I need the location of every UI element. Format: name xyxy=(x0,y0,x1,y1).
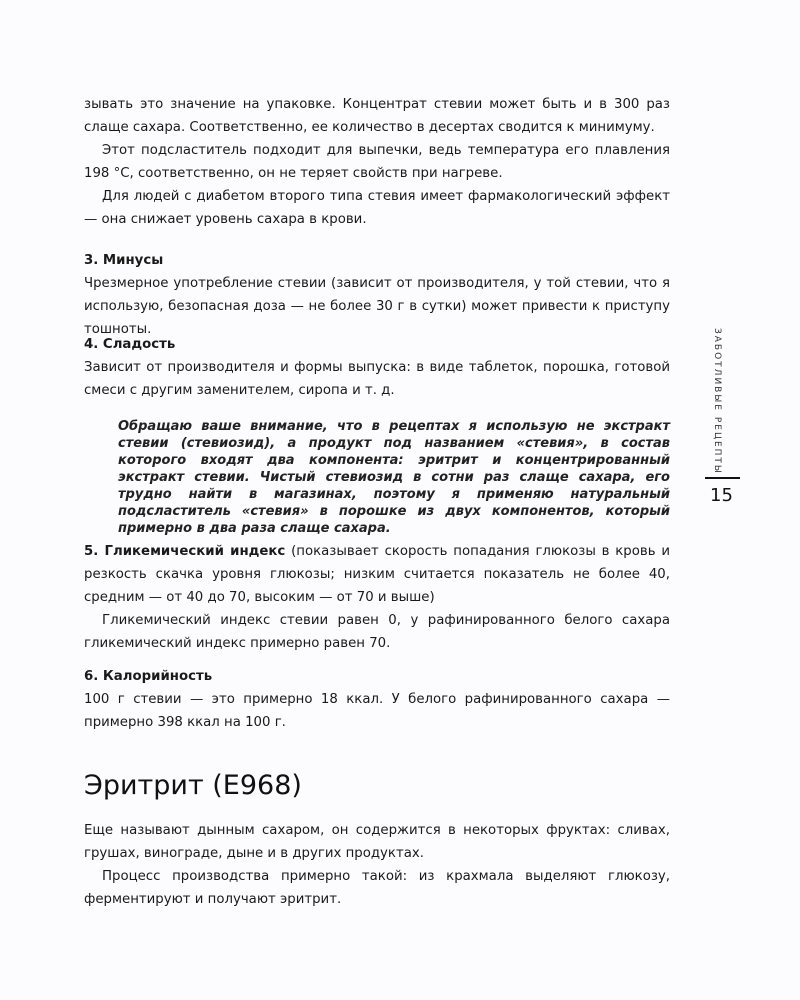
paragraph: Гликемический индекс стевии равен 0, у рафинированного белого сахара гликемический индекс примерно равен 70. xyxy=(84,613,670,651)
paragraph: Чрезмерное употребление стевии (зависит от производителя, у той стевии, что я использую, безопасная доза — не более 30 г в сутки) может привести к приступу тошноты. xyxy=(84,276,670,337)
callout-note: Обращаю ваше внимание, что в рецептах я использую не экстракт стевии (стевиозид), а продукт под названием «стевия», в состав которого входят два компонента: эритрит и концентрированный экстракт стевии. Чистый стевиозид в сотни раз слаще сахара, его трудно найти в магазинах, поэтому я применяю натуральный подсластитель «стевия» в порошке из двух компонентов, который примерно в два раза слаще сахара. xyxy=(118,419,670,536)
paragraph: Для людей с диабетом второго типа стевия имеет фармакологический эффект — она снижает уровень сахара в крови. xyxy=(84,189,670,227)
intro-section xyxy=(84,93,670,231)
heading-description: (показывает скорость попадания глюкозы в кровь и резкость скачка уровня глюкозы; низким считается показатель не более 40, средним — от 40 до 70, высоким — от 70 и выше) xyxy=(84,544,670,605)
glycemic-section xyxy=(84,540,670,655)
calories-section xyxy=(84,665,670,734)
sweetness-section xyxy=(84,333,670,402)
divider xyxy=(705,477,740,479)
section-heading: 5. Гликемический индекс xyxy=(84,544,286,559)
paragraph: Зависит от производителя и формы выпуска: в виде таблеток, порошка, готовой смеси с другим заменителем, сиропа и т. д. xyxy=(84,360,670,398)
paragraph: 100 г стевии — это примерно 18 ккал. У белого рафинированного сахара — примерно 398 ккал на 100 г. xyxy=(84,692,670,730)
paragraph: Еще называют дынным сахаром, он содержится в некоторых фруктах: сливах, грушах, винограде, дыне и в других продуктах. xyxy=(84,823,670,861)
paragraph: Процесс производства примерно такой: из крахмала выделяют глюкозу, ферментируют и получают эритрит. xyxy=(84,869,670,907)
chapter-title: Эритрит (E968) xyxy=(84,770,302,801)
page-number: 15 xyxy=(710,485,733,506)
minus-section xyxy=(84,249,670,341)
section-heading: 6. Калорийность xyxy=(84,669,213,684)
section-heading: 3. Минусы xyxy=(84,253,164,268)
running-header: ЗАБОТЛИВЫЕ РЕЦЕПТЫ xyxy=(712,328,722,475)
section-heading: 4. Сладость xyxy=(84,337,176,352)
paragraph xyxy=(84,540,670,609)
erythritol-section xyxy=(84,819,670,911)
paragraph: зывать это значение на упаковке. Концентрат стевии может быть и в 300 раз слаще сахара. Соответственно, ее количество в десертах сводится к минимуму. xyxy=(84,97,670,135)
paragraph: Этот подсластитель подходит для выпечки, ведь температура его плавления 198 °C, соответственно, он не теряет свойств при нагреве. xyxy=(84,143,670,181)
